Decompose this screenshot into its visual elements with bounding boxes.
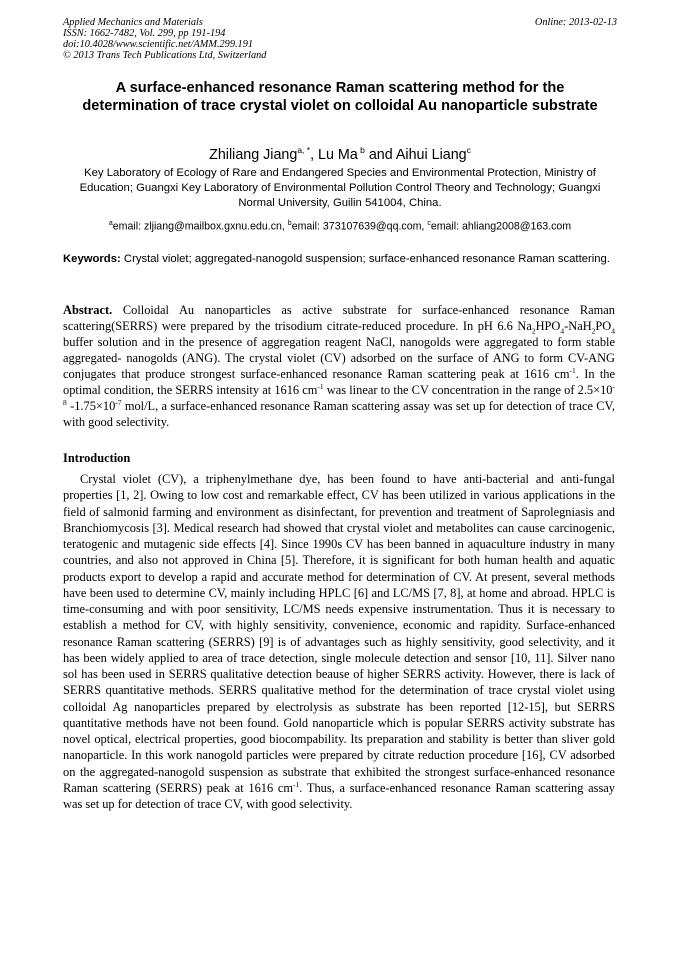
email-text: email: 373107639@qq.com,	[291, 220, 428, 233]
introduction-body	[63, 471, 615, 812]
email-text: email: ahliang2008@163.com	[430, 220, 572, 233]
author-name: , Lu Ma	[310, 146, 358, 163]
author-affil-mark: b	[357, 145, 365, 155]
email-mark: c	[427, 220, 431, 227]
author-list	[63, 141, 617, 164]
journal-header	[63, 17, 617, 61]
journal-doi: doi:10.4028/www.scientific.net/AMM.299.191	[63, 39, 253, 50]
journal-name: Applied Mechanics and Materials	[63, 17, 203, 28]
abstract	[63, 302, 615, 430]
abstract-text: Colloidal Au nanoparticles as active substrate for surface-enhanced resonance Raman scattering(SERRS) were prepared by the trisodium citrate-reduced procedure. In pH 6.6 Na	[63, 303, 615, 333]
abstract-text: -1.75×10	[66, 399, 116, 413]
superscript: -1	[569, 365, 576, 375]
email-mark: b	[287, 220, 292, 227]
superscript: -1	[317, 381, 324, 391]
superscript: -1	[293, 779, 300, 789]
online-date: Online: 2013-02-13	[534, 17, 617, 28]
abstract-text: was linear to the CV concentration in the range of 2.5×10	[323, 383, 613, 397]
superscript: -8	[63, 381, 615, 407]
abstract-label: Abstract.	[63, 303, 113, 317]
subscript: 4	[560, 326, 565, 336]
abstract-text: PO	[595, 319, 612, 333]
email-text: email: zljiang@mailbox.gxnu.edu.cn,	[112, 220, 288, 233]
author-emails	[63, 217, 617, 234]
subscript: 2	[531, 326, 536, 336]
keywords-text: Crystal violet; aggregated-nanogold suspension; surface-enhanced resonance Raman scattering.	[120, 253, 610, 265]
keywords	[63, 252, 615, 267]
subscript: 2	[591, 326, 596, 336]
author-name: Zhiliang Jiang	[209, 146, 298, 163]
section-heading-introduction: Introduction	[63, 451, 131, 465]
paper-title: A surface-enhanced resonance Raman scattering method for the determination of trace crystal violet on colloidal Au nanoparticle substrate	[82, 80, 598, 114]
affiliation: Key Laboratory of Ecology of Rare and Endangered Species and Environmental Protection, Ministry of Education; Guangxi Key Laboratory of Environmental Pollution Control Theory and Technology; Guangxi Normal University, Guilin 541004, China.	[79, 167, 601, 209]
introduction-text: Crystal violet (CV), a triphenylmethane dye, has been found to have anti-bacterial and anti-fungal properties [1, 2]. Owing to low cost and remarkable effect, CV has been utilized in various applications in the field of salmonid farming and environment as disinfectant, for prevention and treatment of Saprolegniasis and Branchiomycosis [3]. Medical research had showed that crystal violet and metabolites can cause carcinogenic, teratogenic and mutagenic side effects [4]. Since 1990s CV has been banned in aquaculture industry in many countries, and also not approved in China [5]. Therefore, it is significant for both human health and aquatic products export to develop a rapid and accurate method for determination of CV. At present, several methods have been used to determine CV, mainly including HPLC [6] and LC/MS [7, 8], at home and abroad. HPLC is time-consuming and with poor sensitivity, LC/MS needs expensive instrumentation. Thus it is necessary to establish a method for CV, with highly sensitivity, convenience, economic and rapidity. Surface-enhanced resonance Raman scattering (SERRS) [9] is of advantages such as highly sensitivity, good selectivity, and it has been widely applied to area of trace detection, single molecule detection and sensor [10, 11]. Silver nano sol has been used in SERRS qualitative detection beause of higher SERRS activity. However, there is lack of SERRS quantitative methods. SERRS qualitative method for the determination of trace crystal violet using colloidal Ag nanoparticles prepared by electrolysis as substrate has been reported [12-15], but SERRS quantitative methods have not been found. Gold nanoparticle which is popular SERRS activity substrate has novel optical, electrical properties, good biocompability. Its preparation and stability is better than sliver gold nanoparticle. In this work nanogold particles were prepared by citrate reduction procedure [16], CV adsorbed on the aggregated-nanogold suspension as substrate that exhibited the strongest surface-enhanced resonance Raman scattering (SERRS) peak at 1616 cm	[63, 472, 615, 795]
abstract-text: buffer solution and in the presence of aggregation reagent NaCl, nanogolds were aggregated to form stable aggregated- nanogolds (ANG). The crystal violet (CV) adsorbed on the surface of ANG to form CV-ANG conjugates that produce strongest surface-enhanced resonance Raman scattering peak at 1616 cm	[63, 335, 615, 381]
abstract-text: mol/L, a surface-enhanced resonance Raman scattering assay was set up for detection of trace CV, with good selectivity.	[63, 399, 615, 429]
abstract-text: -NaH	[564, 319, 592, 333]
author-name: and Aihui Liang	[364, 146, 467, 163]
keywords-label: Keywords:	[63, 253, 121, 265]
introduction-text: . Thus, a surface-enhanced resonance Raman scattering assay was set up for detection of trace CV, with good selectivity.	[63, 780, 615, 811]
author-affil-mark: a, *	[297, 145, 311, 155]
abstract-text: HPO	[535, 319, 561, 333]
email-mark: a	[108, 220, 113, 227]
journal-copyright: © 2013 Trans Tech Publications Ltd, Switzerland	[63, 50, 267, 61]
subscript: 4	[611, 326, 615, 336]
abstract-text: . In the optimal condition, the SERRS intensity at 1616 cm	[63, 367, 615, 397]
superscript: -7	[115, 397, 122, 407]
journal-issn: ISSN: 1662-7482, Vol. 299, pp 191-194	[63, 28, 226, 39]
author-affil-mark: c	[466, 145, 471, 155]
